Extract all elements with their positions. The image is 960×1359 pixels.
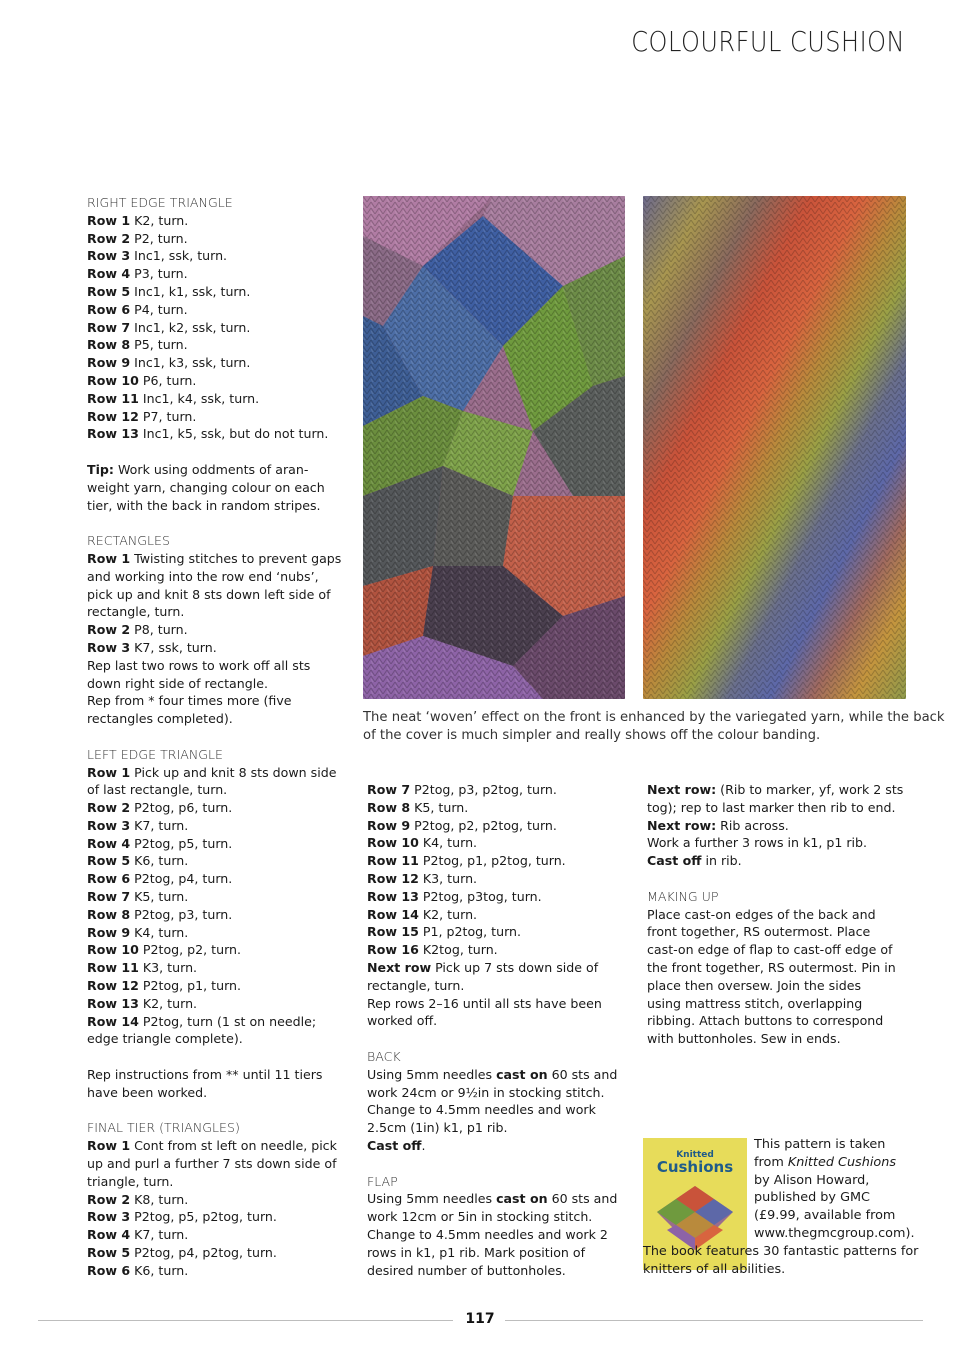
row-text: P6, turn. [138,372,197,388]
instruction-text: Rep last two rows to work off all sts [87,657,311,673]
tip-label: Tip: [87,461,114,477]
row-line [87,336,342,354]
instruction-text: with buttonholes. Sew in ends. [647,1031,841,1047]
row-line [87,1013,342,1031]
row-text: K2tog, turn. [418,942,498,958]
row-line [647,852,907,870]
instruction-text: Change to 4.5mm needles and work 2 [367,1226,608,1242]
row-label: Row 2 [87,230,131,246]
cast-off-label: Cast off [647,853,702,869]
cast-on-label: cast on [496,1066,548,1082]
page-number: 117 [465,1311,495,1327]
row-text: Inc1, k1, ssk, turn. [130,283,251,299]
row-label: Row 14 [87,1013,139,1029]
instruction-text: ribbing. Attach buttons to correspond [647,1013,884,1029]
row-label: Row 12 [87,408,139,424]
row-text: P2, turn. [130,230,188,246]
pattern-column-3 [647,781,907,1048]
row-label: Row 1 [87,212,131,228]
row-line [87,888,342,906]
row-text: P3, turn. [130,266,188,282]
caption-line: of the cover is much simpler and really shows off the colour banding. [363,728,821,743]
row-label: Row 2 [87,622,131,638]
right-edge-rows [87,212,342,443]
row-label: Row 9 [87,924,131,940]
instruction-part: 60 sts and [547,1191,618,1207]
row-label: Row 12 [367,870,419,886]
instruction-text: front together, RS outermost. Place [647,924,871,940]
instruction-text: have been worked. [87,1084,208,1100]
row-text: P2tog, p6, turn. [130,800,233,816]
row-line [367,870,622,888]
row-label: Row 13 [87,995,139,1011]
instruction-text: place then oversew. Join the sides [647,977,862,993]
row-line [87,425,342,443]
row-line [87,247,342,265]
tip-line [87,461,342,479]
book-credit-line: published by GMC [754,1190,870,1206]
row-label: Row 10 [87,942,139,958]
row-line [87,639,342,657]
row-line [367,799,622,817]
book-credit-line: knitters of all abilities. [643,1261,786,1277]
section-heading-back: BACK [367,1048,401,1064]
row-text: K2, turn. [418,906,478,922]
row-line [87,354,342,372]
row-text: P7, turn. [138,408,197,424]
book-credit-part: from [754,1154,788,1170]
row-label: Next row: [647,782,717,797]
row-text: Inc1, ssk, turn. [130,248,228,264]
instruction-text: Rep from * four times more (five [87,693,292,709]
row-label: Row 9 [87,355,131,371]
instruction-text: Rep rows 2–16 until all sts have been [367,995,602,1011]
row-label: Next row: [647,817,717,833]
book-cover-title: Cushions [656,1158,734,1176]
book-credit-line: This pattern is taken [754,1137,886,1152]
row-line [367,834,622,852]
row-text: rectangle, turn. [87,604,185,620]
row-line [87,870,342,888]
instruction-text: Change to 4.5mm needles and work [367,1102,596,1118]
cushion-front-photo [363,196,625,699]
row-label: Row 4 [87,1227,131,1243]
row-label: Row 11 [367,853,419,869]
row-line [367,852,622,870]
row-text: P2tog, p4, turn. [130,871,233,887]
row-line [367,906,622,924]
row-text: K3, turn. [138,960,198,976]
cushion-back-photo [643,196,906,699]
row-line [87,852,342,870]
footer-rule [38,1320,453,1321]
instruction-text: work 24cm or 9½in in stocking stitch. [367,1084,605,1100]
instruction-text: 2.5cm (1in) k1, p1 rib. [367,1120,508,1136]
row-line [87,817,342,835]
tip-text: weight yarn, changing colour on each [87,479,325,495]
instruction-text: cast-on edge of flap to cast-off edge of [647,942,893,958]
row-line [87,1226,342,1244]
instruction-text: down right side of rectangle. [87,675,268,691]
row-line [367,817,622,835]
row-line [87,1191,342,1209]
book-title: Knitted Cushions [787,1154,897,1170]
row-label: Row 5 [87,283,131,299]
row-label: Row 10 [367,835,419,851]
cast-off-label: Cast off [367,1137,422,1153]
row-text: P2tog, p1, p2tog, turn. [418,853,566,869]
row-text: P2tog, p3tog, turn. [418,888,542,904]
section-heading-left-edge: LEFT EDGE TRIANGLE [87,746,223,762]
row-text: pick up and knit 8 sts down left side of [87,586,331,602]
row-label: Row 3 [87,1209,131,1225]
book-credit-line: The book features 30 fantastic patterns for [643,1243,919,1259]
page-header-title: COLOURFUL CUSHION [631,25,905,59]
row-text: K7, ssk, turn. [130,639,217,655]
footer-rule [505,1320,923,1321]
row-line [87,764,342,782]
instruction-text: rectangles completed). [87,711,233,727]
instruction-part: 60 sts and [547,1066,618,1082]
row-line [367,941,622,959]
row-line [87,319,342,337]
row-text: Twisting stitches to prevent gaps [130,550,342,566]
row-line [87,408,342,426]
row-line [87,959,342,977]
instruction-part: Using 5mm needles [367,1191,497,1207]
instruction-text [367,1066,622,1084]
row-line [367,781,622,799]
instruction-part: . [421,1137,426,1153]
row-line [87,1244,342,1262]
row-label: Row 3 [87,248,131,264]
row-text: Pick up 7 sts down side of [431,959,599,975]
row-label: Row 13 [367,888,419,904]
instruction-text: rows in k1, p1 rib. Mark position of [367,1244,586,1260]
row-text: K2, turn. [138,995,198,1011]
row-line [87,283,342,301]
row-text: K6, turn. [130,853,189,869]
row-label: Row 5 [87,1245,131,1261]
row-label: Row 1 [87,1138,131,1154]
row-line [87,977,342,995]
instruction-text: worked off. [367,1013,438,1029]
book-cover-title-small: Knitted [676,1150,714,1160]
row-text: P2tog, p1, turn. [138,978,242,994]
tip-text: Work using oddments of aran- [113,461,309,477]
row-text: P8, turn. [130,622,188,638]
row-line [87,1137,342,1155]
book-credit-line [643,1154,911,1172]
row-line [87,390,342,408]
row-text: P2tog, p4, p2tog, turn. [130,1245,277,1261]
row-text: K4, turn. [130,924,189,940]
row-text: K5, turn. [130,889,189,905]
book-credit-line: (£9.99, available from [754,1208,896,1224]
instruction-text: desired number of buttonholes. [367,1262,566,1278]
row-text: K6, turn. [130,1262,189,1278]
book-credit [643,1136,919,1278]
row-line [87,301,342,319]
row-label: Row 13 [87,426,139,442]
row-line [87,906,342,924]
row-line [87,230,342,248]
instruction-text: the front together, RS outermost. Pin in [647,959,896,975]
row-text: P2tog, p2, p2tog, turn. [410,817,557,833]
row-text: Inc1, k3, ssk, turn. [130,355,251,371]
final-tier-rows-continued [367,781,622,959]
row-label: Row 11 [87,960,139,976]
row-label: Row 11 [87,390,139,406]
row-line [87,1262,342,1280]
row-text: triangle, turn. [87,1173,174,1189]
row-label: Row 6 [87,1262,131,1278]
row-label: Row 8 [367,799,411,815]
pattern-column-2 [367,781,622,1279]
row-text: P1, p2tog, turn. [418,924,522,940]
row-text: K4, turn. [418,835,478,851]
book-credit-line: by Alison Howard, [754,1172,870,1188]
row-text: Pick up and knit 8 sts down side [130,764,337,780]
row-text: K3, turn. [418,870,478,886]
section-heading-flap: FLAP [367,1173,398,1189]
row-line [647,817,907,835]
row-line [367,888,622,906]
row-text: P2tog, p3, p2tog, turn. [410,782,557,797]
row-label: Row 7 [87,889,131,905]
row-line [367,959,622,977]
row-label: Row 4 [87,835,131,851]
instruction-text: Work a further 3 rows in k1, p1 rib. [647,835,868,851]
tip-text: tier, with the back in random stripes. [87,497,321,513]
row-label: Row 5 [87,853,131,869]
instruction-text: work 12cm or 5in in stocking stitch. [367,1209,593,1225]
row-text: P2tog, p3, turn. [130,906,233,922]
row-text: edge triangle complete). [87,1031,243,1047]
photo-caption [363,709,945,745]
row-line [87,265,342,283]
row-line [367,923,622,941]
final-tier-rows [87,1191,342,1280]
row-label: Row 7 [87,319,131,335]
row-text: P2tog, p5, p2tog, turn. [130,1209,277,1225]
row-text: K2, turn. [130,212,189,228]
row-text: tog); rep to last marker then rib to end. [647,799,896,815]
row-text: P5, turn. [130,337,188,353]
row-text: Inc1, k5, ssk, but do not turn. [138,426,329,442]
row-text: and working into the row end ‘nubs’, [87,568,319,584]
row-text: Inc1, k4, ssk, turn. [138,390,260,406]
row-label: Row 1 [87,764,131,780]
row-line [87,621,342,639]
row-line [87,835,342,853]
row-text: rectangle, turn. [367,977,465,993]
row-text: K5, turn. [410,799,469,815]
instruction-part: Using 5mm needles [367,1066,497,1082]
row-text: P4, turn. [130,301,188,317]
row-label: Row 2 [87,800,131,816]
left-edge-rows [87,799,342,1013]
row-text: K8, turn. [130,1191,189,1207]
row-label: Row 14 [367,906,419,922]
row-text: K7, turn. [130,817,189,833]
row-label: Row 7 [367,782,411,797]
row-line [87,372,342,390]
row-line [87,1208,342,1226]
row-line [87,799,342,817]
section-heading-right-edge: RIGHT EDGE TRIANGLE [87,195,233,210]
row-text: P2tog, p5, turn. [130,835,233,851]
row-line [87,550,342,568]
book-publisher-link: www.thegmcgroup.com). [754,1225,915,1241]
instruction-text: Rep instructions from ** until 11 tiers [87,1067,323,1083]
row-text: Inc1, k2, ssk, turn. [130,319,251,335]
row-label: Row 9 [367,817,411,833]
row-text: up and purl a further 7 sts down side of [87,1156,337,1172]
row-line [647,781,907,799]
row-label: Row 3 [87,639,131,655]
row-label: Row 10 [87,372,139,388]
row-label: Row 6 [87,871,131,887]
row-label: Row 12 [87,978,139,994]
section-heading-rectangles: RECTANGLES [87,533,170,549]
row-label: Next row [367,959,432,975]
row-text: in rib. [701,853,742,869]
instruction-text [367,1190,622,1208]
caption-line: The neat ‘woven’ effect on the front is enhanced by the variegated yarn, while the back [363,710,945,725]
row-text: K7, turn. [130,1227,189,1243]
row-label: Row 8 [87,906,131,922]
row-text: Rib across. [716,817,789,833]
cast-on-label: cast on [496,1191,548,1207]
row-label: Row 6 [87,301,131,317]
row-line [87,941,342,959]
row-text: of last rectangle, turn. [87,782,228,798]
rectangle-rows [87,621,342,657]
row-line [87,212,342,230]
row-label: Row 3 [87,817,131,833]
row-line [87,995,342,1013]
row-label: Row 16 [367,942,419,958]
row-text: P2tog, p2, turn. [138,942,242,958]
row-label: Row 2 [87,1191,131,1207]
instruction-text: using mattress stitch, overlapping [647,995,863,1011]
instruction-text [367,1137,622,1155]
section-heading-final-tier: FINAL TIER (TRIANGLES) [87,1120,240,1136]
instruction-text: Place cast-on edges of the back and [647,906,876,922]
row-line [87,924,342,942]
row-label: Row 8 [87,337,131,353]
row-label: Row 1 [87,550,131,566]
row-text: Cont from st left on needle, pick [130,1138,337,1154]
section-heading-making-up: MAKING UP [647,888,719,904]
row-label: Row 15 [367,924,419,940]
row-text: P2tog, turn (1 st on needle; [138,1013,317,1029]
row-label: Row 4 [87,266,131,282]
row-text: (Rib to marker, yf, work 2 sts [716,782,904,797]
pattern-column-1 [87,194,342,1280]
